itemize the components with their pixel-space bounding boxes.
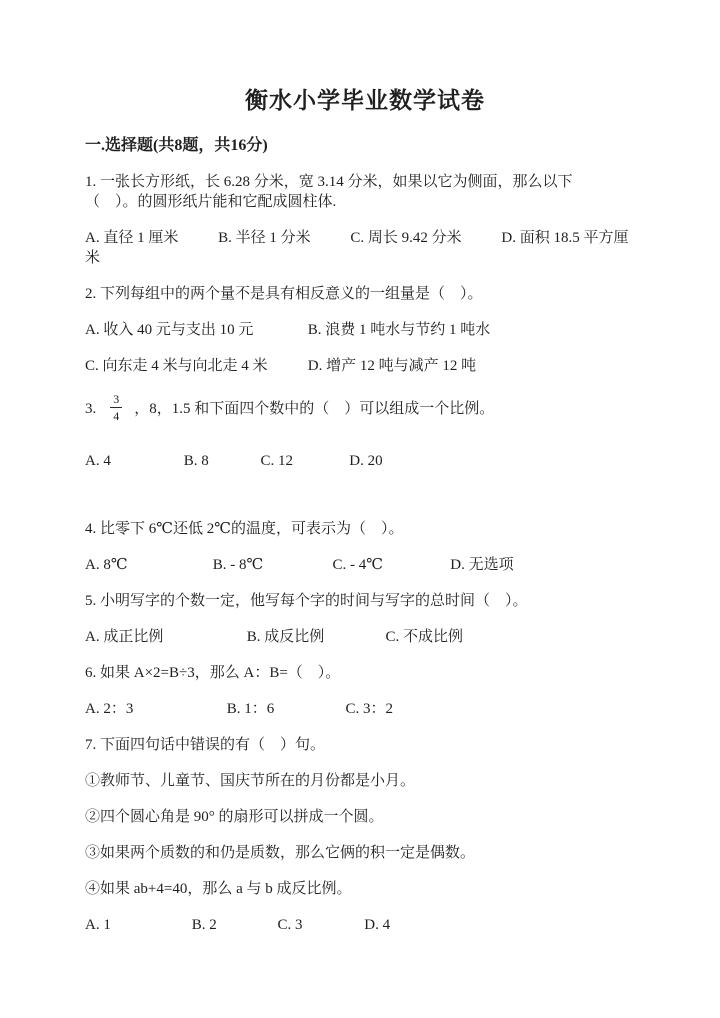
question-7-text: 7. 下面四句话中错误的有（ ）句。	[85, 737, 326, 753]
option-label: A. 8℃	[85, 557, 128, 573]
option-label: B. 8	[183, 453, 209, 469]
option-label: D. 20	[349, 453, 383, 469]
question-1-options	[85, 228, 633, 268]
question-line: 1. 一张长方形纸，长 6.28 分米，宽 3.14 分米，如果以它为侧面，那么以下	[85, 174, 573, 190]
option-label: A. 收入 40 元与支出 10 元	[85, 322, 254, 338]
option-label: B. - 8℃	[212, 557, 264, 573]
option-label: A. 1	[85, 917, 111, 933]
option-label: C. 3	[277, 917, 303, 933]
option-label: C. 3：2	[345, 701, 394, 717]
question-7-statement-2: ②四个圆心角是 90° 的扇形可以拼成一个圆。	[85, 809, 384, 825]
fraction-three-fourths	[110, 392, 122, 423]
fraction-bar	[110, 407, 122, 408]
option-label: B. 浪费 1 吨水与节约 1 吨水	[307, 322, 491, 338]
option-label: B. 1：6	[226, 701, 275, 717]
question-1-text	[85, 172, 645, 212]
option-label: C. 不成比例	[385, 629, 464, 645]
option-label: C. 周长 9.42 分米	[350, 230, 462, 246]
question-6-options	[85, 699, 645, 719]
question-7-statement-4: ④如果 ab+4=40，那么 a 与 b 成反比例。	[85, 881, 352, 897]
question-7-options	[85, 915, 645, 935]
question-2-options-row-1	[85, 320, 645, 340]
option-label: B. 半径 1 分米	[218, 230, 311, 246]
option-label: A. 成正比例	[85, 629, 164, 645]
section-header: 一.选择题(共8题，共16分)	[85, 137, 268, 154]
question-text-after-fraction: ，8，1.5 和下面四个数中的（ ）可以组成一个比例。	[134, 400, 495, 417]
option-label: A. 2：3	[85, 701, 134, 717]
option-label: C. - 4℃	[332, 557, 384, 573]
question-number: 3.	[85, 400, 97, 417]
option-label: D. 增产 12 吨与减产 12 吨	[307, 358, 477, 374]
option-label: A. 4	[85, 453, 111, 469]
question-line: （ ）。的圆形纸片能和它配成圆柱体.	[85, 194, 337, 210]
question-7-statement-3: ③如果两个质数的和仍是质数，那么它俩的积一定是偶数。	[85, 845, 476, 861]
question-4-options	[85, 555, 645, 575]
question-6-text: 6. 如果 A×2=B÷3，那么 A：B=（ ）。	[85, 665, 341, 681]
fraction-numerator: 3	[113, 392, 120, 406]
question-2-text: 2. 下列每组中的两个量不是具有相反意义的一组量是（ ）。	[85, 286, 483, 302]
option-label: C. 向东走 4 米与向北走 4 米	[85, 358, 268, 374]
page-title: 衡水小学毕业数学试卷	[245, 88, 485, 113]
option-label: D. 无选项	[450, 557, 514, 573]
question-7-statement-1: ①教师节、儿童节、国庆节所在的月份都是小月。	[85, 773, 416, 789]
option-label: B. 成反比例	[246, 629, 325, 645]
option-label: D. 面积 18.5 平方厘米	[85, 230, 629, 266]
option-label: C. 12	[260, 453, 294, 469]
question-2-options-row-2	[85, 356, 645, 376]
option-label: D. 4	[364, 917, 391, 933]
option-label: A. 直径 1 厘米	[85, 230, 179, 246]
question-3-options	[85, 451, 645, 471]
question-5-options	[85, 627, 645, 647]
option-label: B. 2	[191, 917, 217, 933]
fraction-denominator: 4	[113, 409, 120, 423]
question-3-text	[85, 392, 645, 427]
question-4-text: 4. 比零下 6℃还低 2℃的温度，可表示为（ ）。	[85, 521, 404, 537]
question-5-text: 5. 小明写字的个数一定，他写每个字的时间与写字的总时间（ ）。	[85, 593, 528, 609]
